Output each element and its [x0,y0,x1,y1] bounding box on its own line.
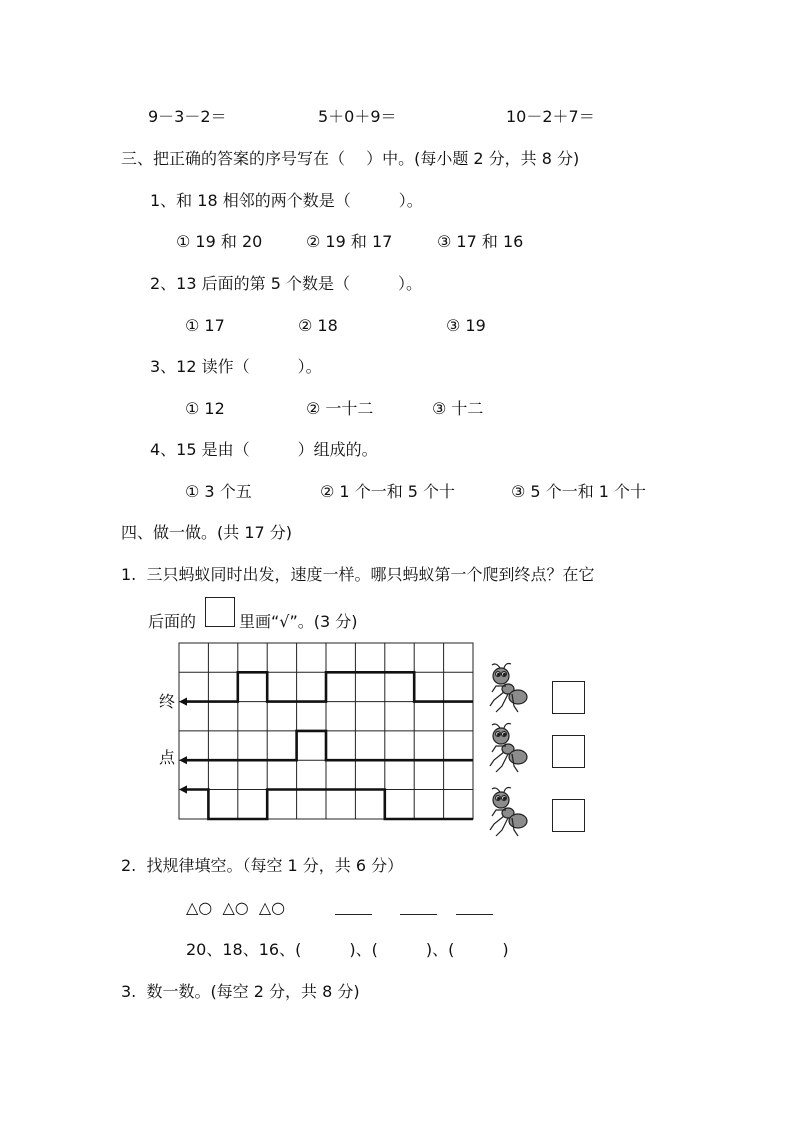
ant-path-3 [186,790,473,820]
ant-icon [486,786,530,840]
sequence-blank-3[interactable]: ( ) [448,940,509,959]
sequence-blank-1[interactable]: ( ) [295,940,356,959]
ant-path-2 [186,731,473,760]
q3-option-b: ② 一十二 [306,399,374,418]
finish-label-char2: 点 [159,748,176,767]
shape-pattern: △○ △○ △○ [186,898,286,917]
arrow-head-3 [179,785,187,793]
sequence-separator: 、 [432,940,449,959]
section4-heading: 四、做一做。(共 17 分) [121,523,293,542]
ant-question-suffix: 里画“√”。(3 分) [239,612,358,631]
count-question-heading: 3. 数一数。(每空 2 分，共 8 分) [121,982,360,1001]
inline-answer-box [205,597,235,627]
q2-option-b: ② 18 [298,316,338,335]
q1-option-b: ② 19 和 17 [306,232,393,251]
pattern-blank-2[interactable] [400,914,437,915]
finish-label-char1: 终 [159,692,176,711]
ant-question-line1: 1. 三只蚂蚁同时出发，速度一样。哪只蚂蚁第一个爬到终点？在它 [121,565,595,584]
q2-option-c: ③ 19 [446,316,486,335]
q2-option-a: ① 17 [185,316,225,335]
q4-option-a: ① 3 个五 [185,482,252,501]
answer-box-ant-3[interactable] [552,799,585,832]
q3-stem: 3、12 读作（ ）。 [150,357,322,376]
q4-option-b: ② 1 个一和 5 个十 [320,482,456,501]
ant-path-1 [186,672,473,701]
q4-option-c: ③ 5 个一和 1 个十 [511,482,647,501]
pattern-question-heading: 2. 找规律填空。（每空 1 分，共 6 分） [121,856,404,875]
arith-3: 10－2＋7＝ [506,107,595,126]
q1-option-c: ③ 17 和 16 [437,232,524,251]
answer-box-ant-2[interactable] [552,735,585,768]
ant-icon [486,722,530,776]
ant-icon [486,662,530,716]
answer-box-ant-1[interactable] [552,681,585,714]
q3-option-c: ③ 十二 [432,399,484,418]
sequence-separator: 、 [355,940,372,959]
arrow-head-1 [179,698,187,706]
number-sequence [186,940,509,960]
sequence-start: 20、18、16、 [186,940,296,959]
ant-question-prefix: 后面的 [148,612,197,631]
arrow-head-2 [179,756,187,764]
q3-option-a: ① 12 [185,399,225,418]
sequence-blank-2[interactable]: ( ) [371,940,433,959]
q2-stem: 2、13 后面的第 5 个数是（ ）。 [150,274,422,293]
q4-stem: 4、15 是由（ ）组成的。 [150,440,378,459]
pattern-blank-1[interactable] [335,914,372,915]
arith-1: 9－3－2＝ [148,107,227,126]
section3-heading: 三、把正确的答案的序号写在（ ）中。(每小题 2 分，共 8 分) [121,149,580,168]
q1-stem: 1、和 18 相邻的两个数是（ ）。 [150,191,423,210]
q1-option-a: ① 19 和 20 [176,232,263,251]
pattern-blank-3[interactable] [456,914,493,915]
arith-2: 5＋0＋9＝ [318,107,397,126]
ant-race-grid [178,642,476,822]
